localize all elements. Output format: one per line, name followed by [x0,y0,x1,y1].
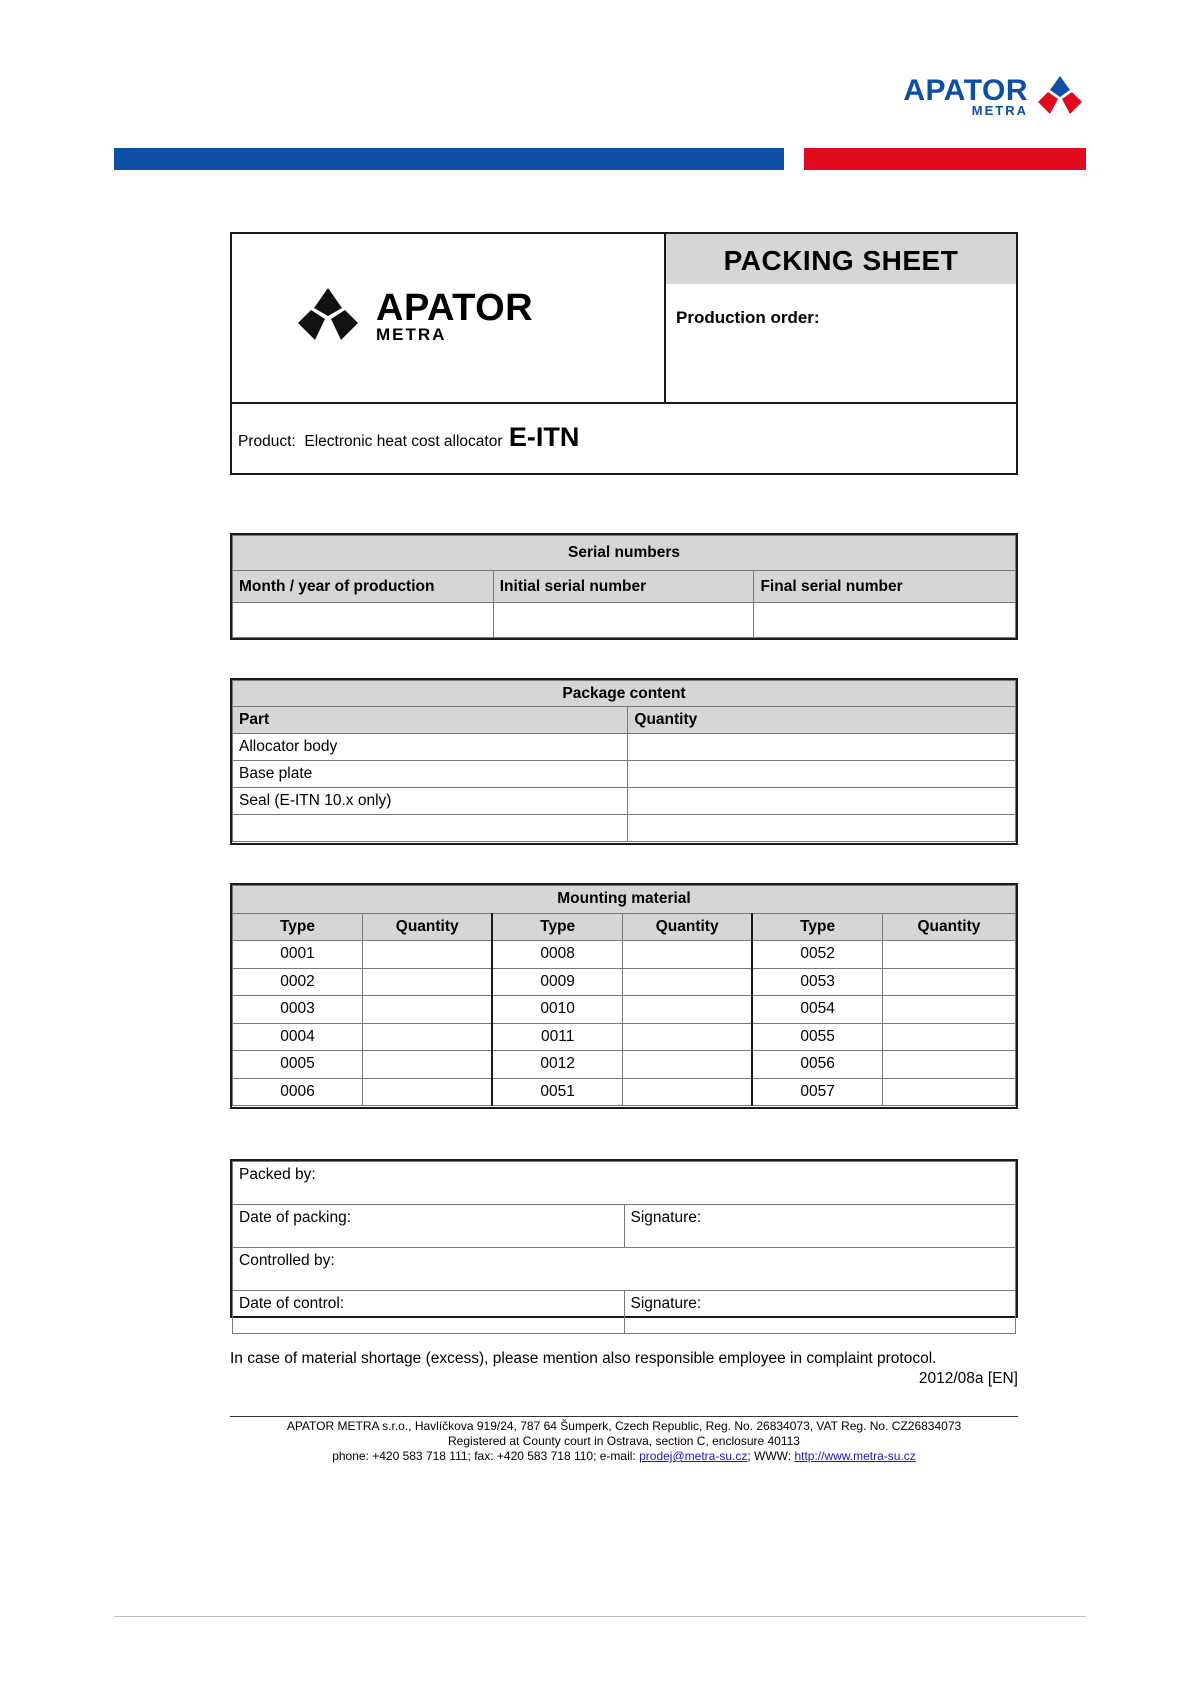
footer-phone: phone: +420 583 718 111; fax: +420 583 718 110; e-mail: [332,1449,640,1463]
quantity-cell[interactable] [622,968,752,996]
mounting-material-table [230,883,1018,1109]
type-cell: 0011 [492,1023,622,1051]
quantity-cell[interactable] [622,1078,752,1106]
diamond-logo-icon [296,288,360,342]
quantity-cell[interactable] [362,941,492,969]
type-cell: 0006 [233,1078,363,1106]
page-title: PACKING SHEET [666,234,1016,284]
table-row [233,761,1016,788]
type-cell: 0003 [233,996,363,1024]
column-header: Quantity [622,913,752,941]
type-cell: 0052 [752,941,882,969]
quantity-cell[interactable] [622,996,752,1024]
table-row [233,996,1016,1024]
footer-registration: Registered at County court in Ostrava, section C, enclosure 40113 [448,1434,800,1448]
quantity-cell[interactable] [882,968,1015,996]
quantity-cell[interactable] [628,788,1016,815]
part-cell: Seal (E-ITN 10.x only) [233,788,628,815]
type-cell: 0010 [492,996,622,1024]
type-cell: 0057 [752,1078,882,1106]
note-text: In case of material shortage (excess), please mention also responsible employee in complaint protocol. [230,1350,937,1367]
title-info-area [666,234,1016,402]
quantity-cell[interactable] [882,1023,1015,1051]
header-red-bar [804,148,1086,170]
main-logo [296,288,616,344]
email-link[interactable]: prodej@metra-su.cz [639,1449,748,1463]
header-logo-brand: APATOR [903,74,1028,107]
quantity-cell[interactable] [622,941,752,969]
date-of-packing-field[interactable]: Date of packing: [233,1205,625,1248]
serial-numbers-title: Serial numbers [233,536,1016,571]
column-header: Type [752,913,882,941]
type-cell: 0005 [233,1051,363,1079]
quantity-cell[interactable] [622,1023,752,1051]
table-row [233,1078,1016,1106]
title-block [230,232,1018,475]
quantity-cell[interactable] [628,734,1016,761]
website-link[interactable]: http://www.metra-su.cz [794,1449,916,1463]
column-header: Type [233,913,363,941]
date-of-control-field[interactable]: Date of control: [233,1291,625,1334]
table-row [233,941,1016,969]
type-cell: 0001 [233,941,363,969]
serial-numbers-table [230,533,1018,640]
quantity-cell[interactable] [362,1023,492,1051]
control-signature-field[interactable]: Signature: [624,1291,1016,1334]
quantity-cell[interactable] [628,815,1016,842]
type-cell: 0012 [492,1051,622,1079]
quantity-cell[interactable] [622,1051,752,1079]
part-cell: Allocator body [233,734,628,761]
table-row [233,734,1016,761]
product-desc: Electronic heat cost allocator [304,433,503,450]
table-row [233,968,1016,996]
table-row [233,1023,1016,1051]
main-logo-brand: APATOR [376,287,534,329]
footer-divider [230,1416,1018,1417]
column-header: Part [233,707,628,734]
product-row [232,402,1016,473]
type-cell: 0056 [752,1051,882,1079]
quantity-cell[interactable] [882,941,1015,969]
product-label: Product: [238,433,296,450]
document-code: 2012/08a [EN] [918,1370,1018,1387]
main-logo-sub: METRA [376,325,447,344]
type-cell: 0008 [492,941,622,969]
table-row [233,1051,1016,1079]
footer-www-label: ; WWW: [747,1449,795,1463]
header-logo-sub: METRA [971,103,1028,118]
quantity-cell[interactable] [882,996,1015,1024]
type-cell: 0002 [233,968,363,996]
package-content-title: Package content [233,681,1016,707]
quantity-cell[interactable] [628,761,1016,788]
column-header: Initial serial number [493,571,754,603]
month-year-cell[interactable] [233,603,494,638]
initial-serial-cell[interactable] [493,603,754,638]
column-header: Quantity [362,913,492,941]
type-cell: 0009 [492,968,622,996]
packed-by-field[interactable]: Packed by: [233,1162,1016,1205]
note [230,1350,1018,1388]
type-cell: 0051 [492,1078,622,1106]
column-header: Final serial number [754,571,1016,603]
title-logo-area [232,234,666,402]
mounting-material-title: Mounting material [233,886,1016,914]
packing-signature-field[interactable]: Signature: [624,1205,1016,1248]
bottom-divider [114,1616,1086,1617]
part-cell: Base plate [233,761,628,788]
quantity-cell[interactable] [362,996,492,1024]
type-cell: 0053 [752,968,882,996]
diamond-logo-icon [1036,76,1084,118]
quantity-cell[interactable] [362,1078,492,1106]
header-logo [868,76,1088,120]
package-content-table [230,678,1018,845]
final-serial-cell[interactable] [754,603,1016,638]
quantity-cell[interactable] [362,1051,492,1079]
quantity-cell[interactable] [882,1078,1015,1106]
header-blue-bar [114,148,784,170]
column-header: Type [492,913,622,941]
column-header: Quantity [882,913,1015,941]
table-row [233,788,1016,815]
product-name: E-ITN [508,422,580,452]
part-cell [233,815,628,842]
type-cell: 0004 [233,1023,363,1051]
product-line [238,422,579,453]
production-order-label: Production order: [676,308,820,327]
table-row [233,815,1016,842]
controlled-by-field[interactable]: Controlled by: [233,1248,1016,1291]
type-cell: 0054 [752,996,882,1024]
quantity-cell[interactable] [362,968,492,996]
quantity-cell[interactable] [882,1051,1015,1079]
footer-address: APATOR METRA s.r.o., Havlíčkova 919/24, 787 64 Šumperk, Czech Republic, Reg. No. 26834073, VAT Reg. No. CZ26834073 [286,1419,962,1433]
column-header: Month / year of production [233,571,494,603]
signature-table [230,1159,1018,1318]
type-cell: 0055 [752,1023,882,1051]
column-header: Quantity [628,707,1016,734]
footer [230,1419,1018,1464]
footer-contact [230,1449,1018,1464]
